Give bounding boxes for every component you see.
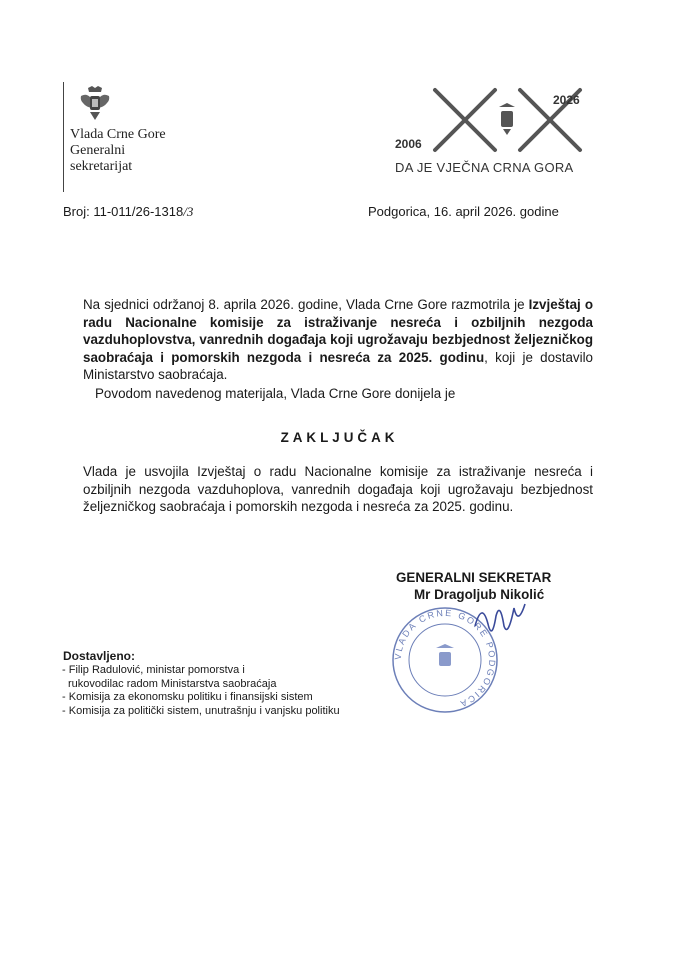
paragraph-conclusion: Vlada je usvojila Izvještaj o radu Nacionalne komisije za istraživanje nesreća i ozbiljnih nezgoda vazduhoplova, vanrednih događaja koji ugrožavaju bezbjednost željezničkog saobraćaja i pomorskih nezgoda i nesreća za 2025. godinu. — [83, 464, 593, 514]
header-divider-line — [63, 82, 64, 192]
paragraph-intro-end: , koji je dostavilo Ministarstvo saobraćaja. — [83, 349, 593, 382]
signatory-title: GENERALNI SEKRETAR — [396, 570, 552, 585]
reference-number-suffix: /3 — [183, 204, 194, 219]
issuer-line-2: Generalni — [70, 143, 126, 158]
distribution-title: Dostavljeno: — [63, 649, 136, 663]
conclusion-heading: ZAKLJUČAK — [280, 430, 399, 445]
paragraph-intro — [83, 296, 593, 384]
distribution-item: - Komisija za politički sistem, unutrašnju i vanjsku politiku — [62, 705, 340, 719]
issuer-line-3: sekretarijat — [70, 159, 133, 174]
place-date: Podgorica, 16. april 2026. godine — [368, 204, 559, 219]
logo-motto: DA JE VJEČNA CRNA GORA — [395, 160, 574, 175]
distribution-item: - Komisija za ekonomsku politiku i finansijski sistem — [62, 691, 340, 705]
stamp-text: VLADA CRNE GORE PODGORICA — [392, 607, 498, 710]
report-title-bold: Izvještaj o radu Nacionalne komisije za istraživanje nesreća i ozbiljnih nezgoda vazduhoplovstva, vanrednih događaja koji ugrožavaju bezbjednost željezničkog saobraćaja i pomorskih nezgoda i nesreća za 2025. godinu — [83, 297, 593, 365]
logo-year-left: 2006 — [395, 137, 422, 151]
issuer-line-1: Vlada Crne Gore — [70, 127, 166, 142]
distribution-item: - Filip Radulović, ministar pomorstva i — [62, 664, 340, 678]
reference-number-text: Broj: 11-011/26-1318 — [63, 204, 184, 219]
issuer-block — [70, 127, 166, 175]
signatory-name: Mr Dragoljub Nikolić — [414, 587, 545, 602]
paragraph-decision-intro: Povodom navedenog materijala, Vlada Crne Gore donijela je — [95, 386, 456, 401]
distribution-item-continued: rukovodilac radom Ministarstva saobraćaja — [68, 677, 277, 690]
paragraph-intro-start: Na sjednici održanoj 8. aprila 2026. godine, Vlada Crne Gore razmotrila je — [83, 297, 529, 312]
montenegro-coat-of-arms-icon — [78, 84, 112, 122]
handwritten-signature — [470, 596, 530, 646]
distribution-list — [62, 664, 340, 718]
reference-number — [63, 204, 193, 220]
logo-year-right: 2026 — [553, 93, 580, 107]
